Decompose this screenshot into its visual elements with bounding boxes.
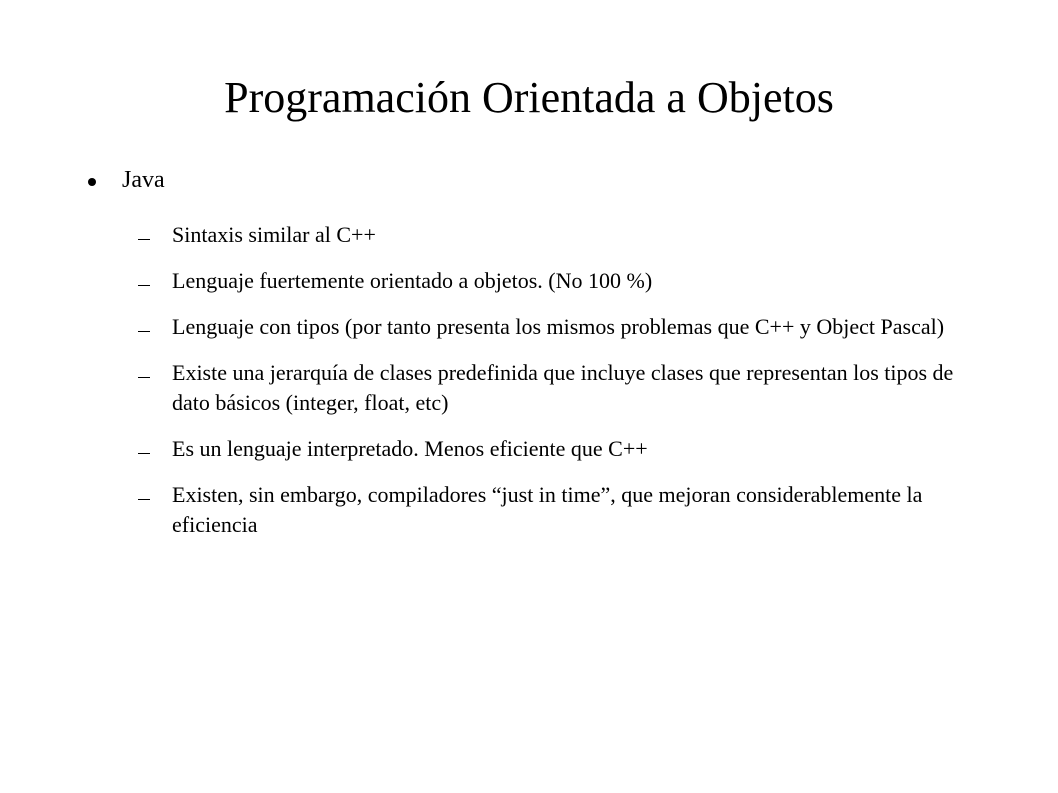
sub-bullet-list [138, 220, 958, 556]
bullet-dot-icon [88, 178, 96, 186]
sub-bullet-item [138, 480, 958, 540]
sub-bullet-item [138, 358, 958, 418]
sub-bullet-text: Existe una jerarquía de clases predefinida que incluye clases que representan los tipos de dato básicos (integer, float, etc) [172, 360, 954, 415]
dash-bullet-icon [138, 453, 150, 454]
dash-bullet-icon [138, 499, 150, 500]
slide-title: Programación Orientada a Objetos [224, 73, 834, 122]
sub-bullet-text: Existen, sin embargo, compiladores “just in time”, que mejoran considerablemente la eficiencia [172, 482, 923, 537]
sub-bullet-item [138, 220, 958, 250]
sub-bullet-text: Lenguaje con tipos (por tanto presenta los mismos problemas que C++ y Object Pascal) [172, 314, 945, 339]
sub-bullet-item [138, 434, 958, 464]
sub-bullet-item [138, 312, 958, 342]
bullet-label: Java [122, 167, 165, 193]
dash-bullet-icon [138, 285, 150, 286]
sub-bullet-text: Sintaxis similar al C++ [172, 222, 376, 247]
sub-bullet-item [138, 266, 958, 296]
sub-bullet-text: Lenguaje fuertemente orientado a objetos. (No 100 %) [172, 268, 653, 293]
dash-bullet-icon [138, 331, 150, 332]
bullet-java [88, 164, 165, 196]
sub-bullet-text: Es un lenguaje interpretado. Menos eficiente que C++ [172, 436, 648, 461]
dash-bullet-icon [138, 239, 150, 240]
dash-bullet-icon [138, 377, 150, 378]
